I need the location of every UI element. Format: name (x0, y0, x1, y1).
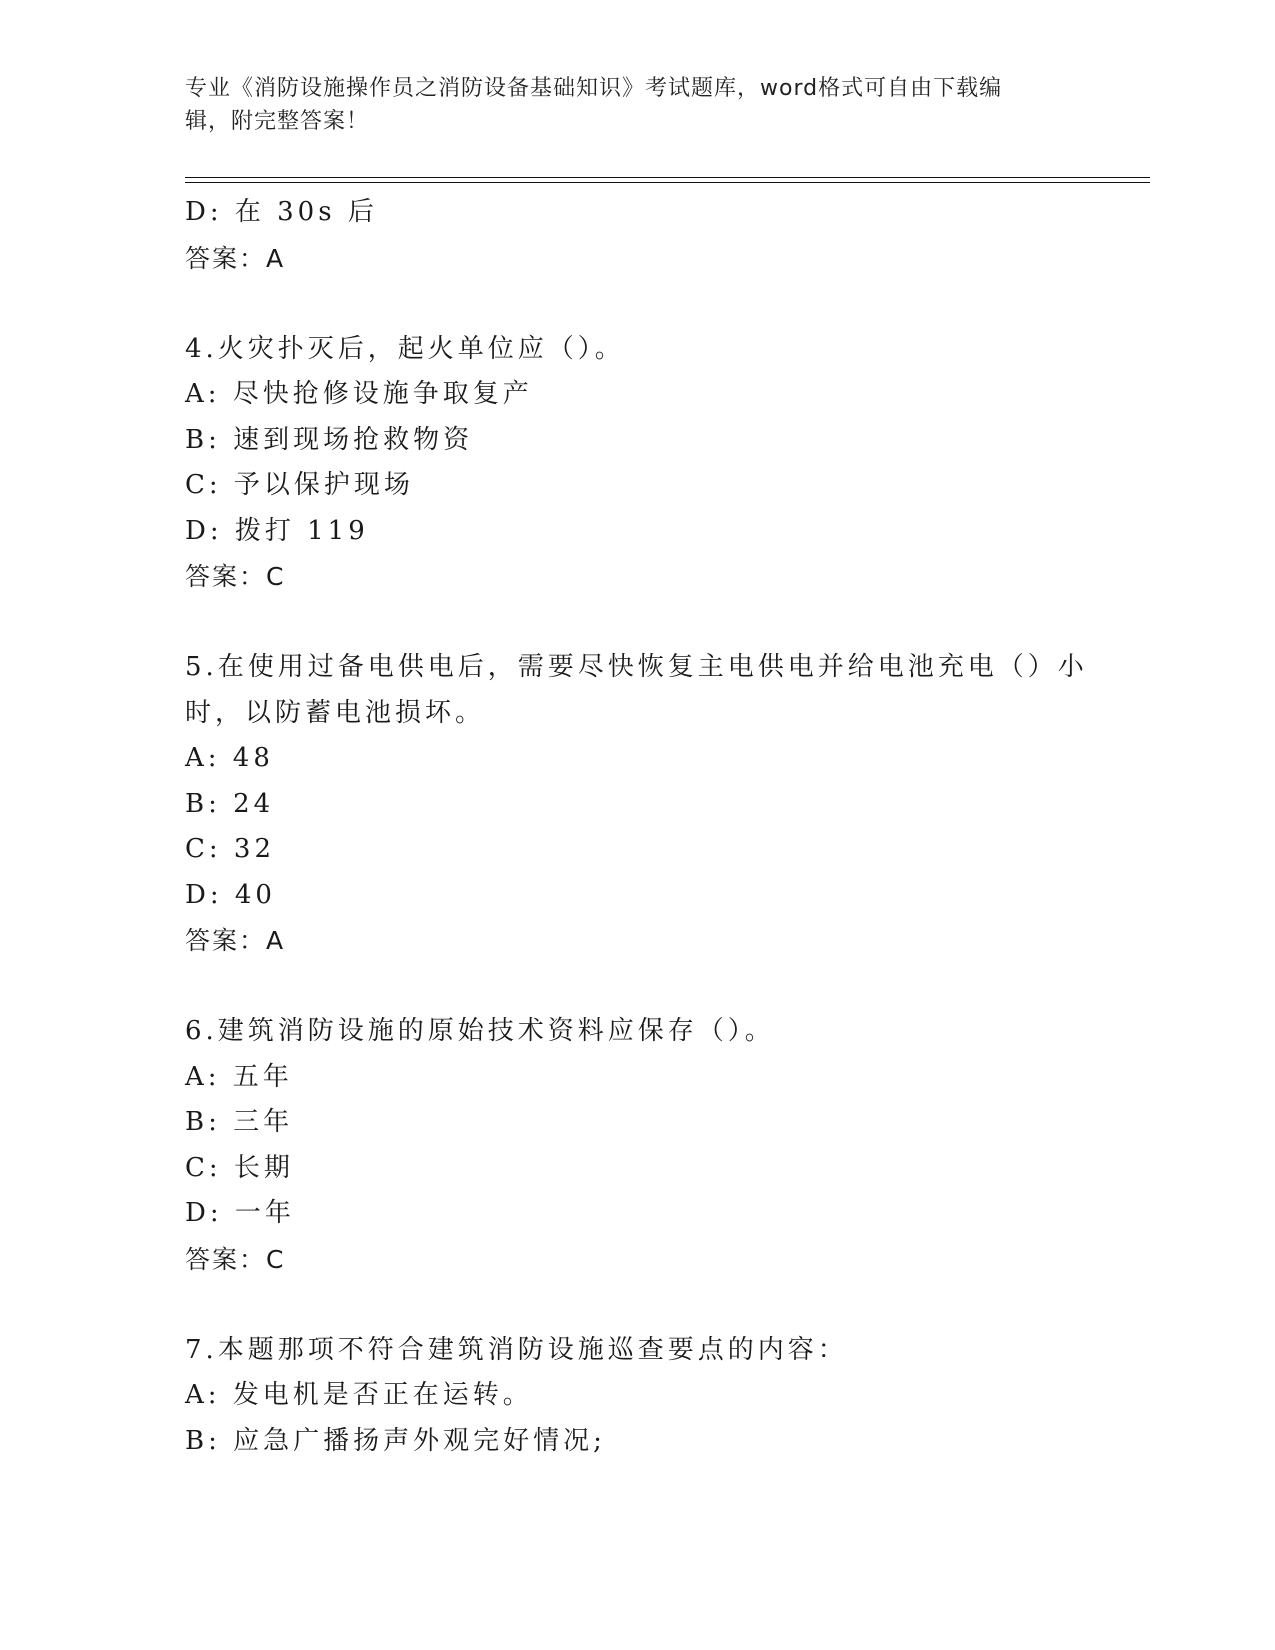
q5-option-a: A: 48 (185, 743, 274, 773)
q5-option-b: B: 24 (185, 788, 275, 819)
q7-option-a: A: 发电机是否正在运转。 (185, 1380, 533, 1410)
q5-option-d: D: 40 (185, 879, 276, 910)
header-line-2: 辑，附完整答案！ (185, 109, 370, 134)
q4-option-c: C: 予以保护现场 (185, 470, 414, 500)
q4-stem: 4.火灾扑灭后，起火单位应（）。 (185, 333, 625, 364)
q6-option-c: C: 长期 (185, 1152, 294, 1183)
header-divider-bottom (185, 182, 1150, 183)
q6-answer: 答案：C (185, 1244, 286, 1274)
header-divider-top (185, 177, 1150, 178)
q3-option-d: D: 在 30s 后 (185, 197, 378, 227)
question-content (185, 190, 1088, 1464)
q4-option-d: D: 拨打 119 (185, 515, 369, 546)
q5-option-c: C: 32 (185, 834, 276, 864)
q6-option-b: B: 三年 (185, 1107, 294, 1137)
spacer (185, 600, 1085, 646)
q4-answer: 答案：C (185, 562, 286, 591)
q6-stem: 6.建筑消防设施的原始技术资料应保存（）。 (185, 1016, 775, 1046)
spacer (185, 281, 1085, 327)
document-header (185, 72, 1065, 138)
q6-option-a: A: 五年 (185, 1061, 293, 1092)
spacer (185, 1282, 1085, 1328)
q3-answer: 答案：A (185, 243, 286, 273)
q5-stem-line-2: 时，以防蓄电池损坏。 (185, 697, 486, 728)
spacer (185, 964, 1085, 1010)
q4-option-a: A: 尽快抢修设施争取复产 (185, 379, 533, 409)
q6-option-d: D: 一年 (185, 1198, 295, 1228)
header-line-1: 专业《消防设施操作员之消防设备基础知识》考试题库，word格式可自由下载编 (185, 76, 1003, 101)
q5-stem-line-1: 5.在使用过备电供电后，需要尽快恢复主电供电并给电池充电（）小 (185, 652, 1088, 682)
q7-option-b: B: 应急广播扬声外观完好情况; (185, 1425, 606, 1456)
q7-stem: 7.本题那项不符合建筑消防设施巡查要点的内容： (185, 1334, 848, 1365)
q5-answer: 答案：A (185, 926, 286, 955)
q4-option-b: B: 速到现场抢救物资 (185, 424, 474, 455)
